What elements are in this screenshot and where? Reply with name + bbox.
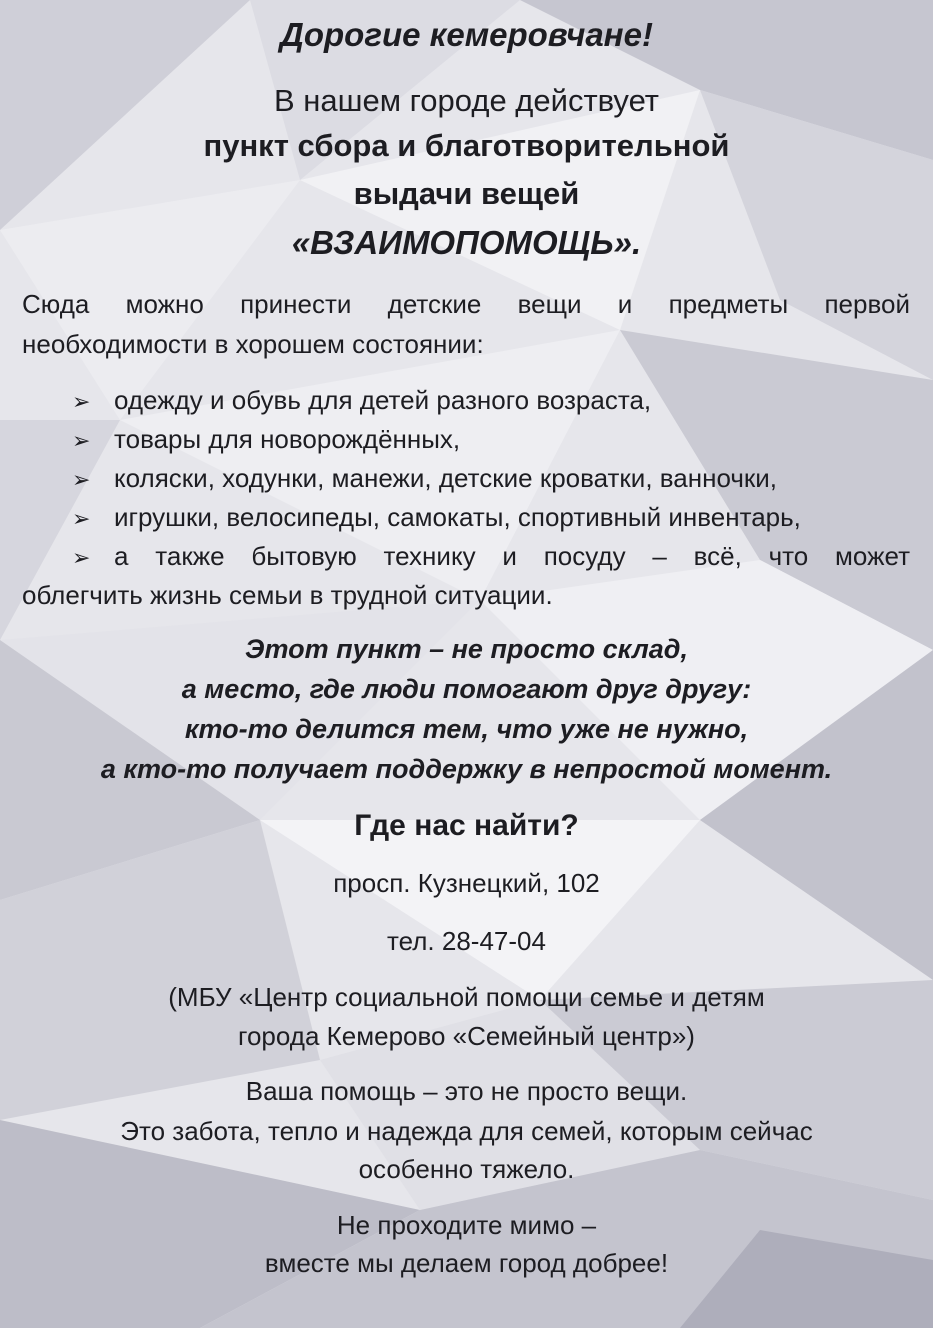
list-item (72, 541, 910, 572)
body-line-1: Сюда можно принести детские вещи и предметы первой (22, 289, 910, 319)
phone: тел. 28-47-04 (387, 926, 546, 956)
quote-line-3: кто-то делится тем, что уже не нужно, (184, 714, 749, 744)
address: просп. Кузнецкий, 102 (333, 868, 600, 898)
intro-line-3: выдачи вещей (353, 176, 580, 211)
greeting-heading: Дорогие кемеровчане! (280, 16, 653, 53)
intro-line-2: пункт сбора и благотворительной (203, 128, 730, 163)
where-heading: Где нас найти? (354, 809, 579, 842)
list-item-text: игрушки, велосипеды, самокаты, спортивный инвентарь, (114, 502, 801, 532)
list-item (72, 463, 777, 494)
organization-line-2: города Кемерово «Семейный центр») (238, 1021, 695, 1051)
list-item (72, 424, 460, 455)
body-line-2: необходимости в хорошем состоянии: (22, 329, 484, 359)
quote-line-2: а место, где люди помогают друг другу: (181, 674, 752, 704)
arrow-bullet-icon: ➢ (72, 507, 91, 532)
list-item-text: товары для новорождённых, (114, 424, 461, 454)
list-item-text: а также бытовую технику и посуду – всё, что может (114, 541, 910, 571)
list-item-text: одежду и обувь для детей разного возраста, (114, 385, 652, 415)
arrow-bullet-icon: ➢ (72, 546, 91, 571)
list-item (72, 502, 801, 533)
organization-line-1: (МБУ «Центр социальной помощи семье и детям (168, 982, 765, 1012)
list-item-continuation: облегчить жизнь семьи в трудной ситуации. (22, 580, 553, 610)
quote-line-1: Этот пункт – не просто склад, (245, 634, 688, 664)
final-line-2: вместе мы делаем город добрее! (264, 1248, 669, 1278)
list-item-text: коляски, ходунки, манежи, детские кроватки, ванночки, (114, 463, 778, 493)
quote-line-4: а кто-то получает поддержку в непростой момент. (100, 754, 833, 784)
closing-line-2: Это забота, тепло и надежда для семей, которым сейчас (120, 1116, 813, 1146)
list-item (72, 385, 651, 416)
closing-line-1: Ваша помощь – это не просто вещи. (245, 1076, 688, 1106)
arrow-bullet-icon: ➢ (72, 468, 91, 493)
arrow-bullet-icon: ➢ (72, 429, 91, 454)
closing-line-3: особенно тяжело. (358, 1154, 575, 1184)
final-line-1: Не проходите мимо – (336, 1210, 597, 1240)
intro-line-1: В нашем городе действует (274, 83, 659, 118)
intro-line-4: «ВЗАИМОПОМОЩЬ». (291, 224, 642, 261)
arrow-bullet-icon: ➢ (72, 390, 91, 415)
